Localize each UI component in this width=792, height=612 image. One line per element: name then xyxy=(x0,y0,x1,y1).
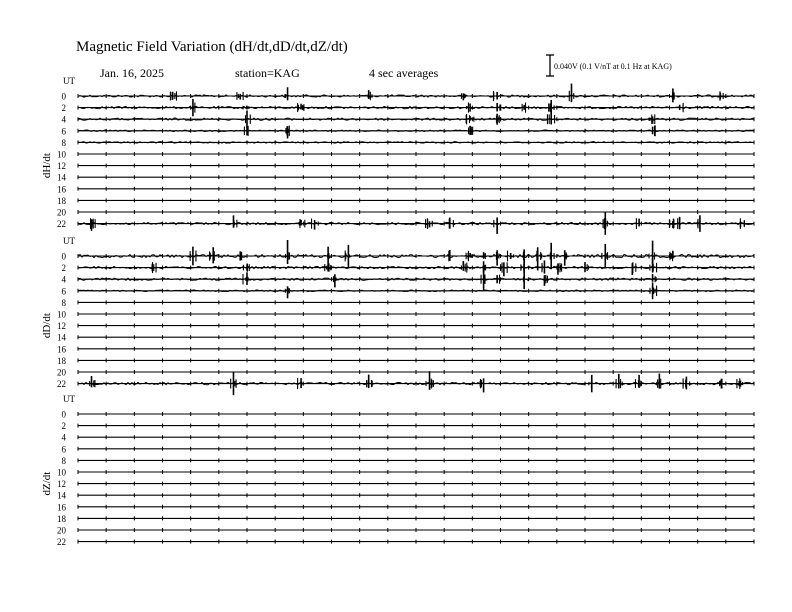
hour-label: 8 xyxy=(61,297,66,308)
ut-label: UT xyxy=(63,394,75,404)
hour-label: 2 xyxy=(61,421,66,432)
hour-label: 0 xyxy=(61,409,66,420)
panel-ylabel: dH/dt xyxy=(41,153,53,179)
hour-label: 16 xyxy=(57,184,66,195)
panel-ylabel: dZ/dt xyxy=(41,471,53,496)
hour-label: 10 xyxy=(57,309,66,320)
chart-title: Magnetic Field Variation (dH/dt,dD/dt,dZ/dt) xyxy=(76,39,348,55)
hour-label: 10 xyxy=(57,467,66,478)
ut-label: UT xyxy=(63,76,75,86)
hour-label: 4 xyxy=(61,274,66,285)
station-label: station=KAG xyxy=(235,66,300,80)
hour-label: 22 xyxy=(57,219,66,230)
hour-label: 14 xyxy=(57,332,66,343)
hour-label: 20 xyxy=(57,207,66,218)
hour-label: 16 xyxy=(57,344,66,355)
hour-label: 10 xyxy=(57,149,66,160)
hour-label: 6 xyxy=(61,444,66,455)
hour-label: 6 xyxy=(61,126,66,137)
hour-label: 14 xyxy=(57,490,66,501)
hour-label: 14 xyxy=(57,172,66,183)
panel-dH-dt xyxy=(41,76,754,235)
hour-label: 6 xyxy=(61,286,66,297)
panel-dD-dt xyxy=(41,236,754,395)
hour-label: 0 xyxy=(61,251,66,262)
hour-label: 4 xyxy=(61,432,66,443)
scale-bar xyxy=(546,55,554,76)
hour-label: 20 xyxy=(57,367,66,378)
hour-label: 18 xyxy=(57,195,66,206)
hour-label: 2 xyxy=(61,103,66,114)
hour-label: 12 xyxy=(57,479,66,490)
hour-label: 12 xyxy=(57,161,66,172)
panel-dZ-dt xyxy=(41,394,754,547)
ut-label: UT xyxy=(63,236,75,246)
hour-label: 0 xyxy=(61,91,66,102)
averaging-label: 4 sec averages xyxy=(369,66,439,80)
hour-label: 18 xyxy=(57,355,66,366)
scale-label: 0.040V (0.1 V/nT at 0.1 Hz at KAG) xyxy=(554,62,672,71)
hour-label: 22 xyxy=(57,379,66,390)
hour-label: 8 xyxy=(61,455,66,466)
hour-label: 20 xyxy=(57,525,66,536)
hour-label: 12 xyxy=(57,321,66,332)
hour-label: 18 xyxy=(57,513,66,524)
panel-ylabel: dD/dt xyxy=(41,313,53,339)
hour-label: 22 xyxy=(57,537,66,548)
date-label: Jan. 16, 2025 xyxy=(100,66,164,80)
hour-label: 4 xyxy=(61,114,66,125)
hour-label: 16 xyxy=(57,502,66,513)
hour-label: 8 xyxy=(61,137,66,148)
hour-label: 2 xyxy=(61,263,66,274)
